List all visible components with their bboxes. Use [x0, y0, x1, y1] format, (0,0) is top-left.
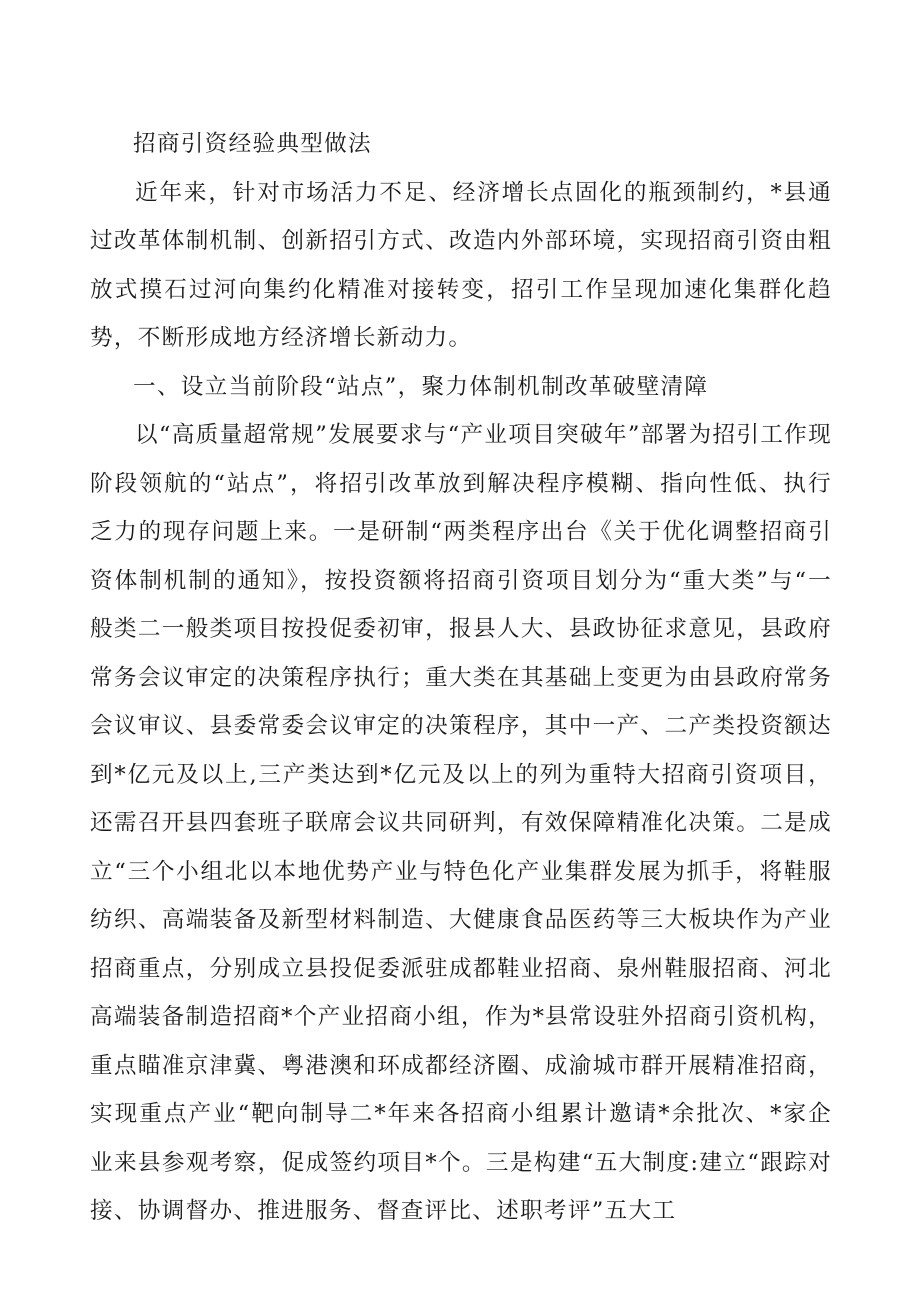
section-heading: 一、设立当前阶段“站点”，聚力体制机制改革破壁清障 [133, 373, 709, 400]
document-body [90, 120, 832, 1236]
document-title: 招商引资经验典型做法 [133, 131, 372, 157]
intro-paragraph: 近年来，针对市场活力不足、经济增长点固化的瓶颈制约，*县通过改革体制机制、创新招引方式、改造内外部环境，实现招商引资由粗放式摸石过河向集约化精准对接转变，招引工作呈现加速化集群化趋势，不断形成地方经济增长新动力。 [90, 179, 832, 351]
section-paragraph: 以“高质量超常规”发展要求与“产业项目突破年”部署为招引工作现阶段领航的“站点”，将招引改革放到解决程序模糊、指向性低、执行乏力的现存问题上来。一是研制“两类程序出台《关于优化调整招商引资体制机制的通知》，按投资额将招商引资项目划分为“重大类”与“一般类二一般类项目按投促委初审，报县人大、县政协征求意见，县政府常务会议审定的决策程序执行；重大类在其基础上变更为由县政府常务会议审议、县委常委会议审定的决策程序，其中一产、二产类投资额达到*亿元及以上,三产类达到*亿元及以上的列为重特大招商引资项目，还需召开县四套班子联席会议共同研判，有效保障精准化决策。二是成立“三个小组北以本地优势产业与特色化产业集群发展为抓手，将鞋服纺织、高端装备及新型材料制造、大健康食品医药等三大板块作为产业招商重点，分别成立县投促委派驻成都鞋业招商、泉州鞋服招商、河北高端装备制造招商*个产业招商小组，作为*县常设驻外招商引资机构，重点瞄准京津冀、粤港澳和环成都经济圈、成渝城市群开展精准招商，实现重点产业“靶向制导二*年来各招商小组累计邀请*余批次、*家企业来县参观考察，促成签约项目*个。三是构建“五大制度:建立“跟踪对接、协调督办、推进服务、督查评比、述职考评”五大工 [90, 422, 833, 1224]
